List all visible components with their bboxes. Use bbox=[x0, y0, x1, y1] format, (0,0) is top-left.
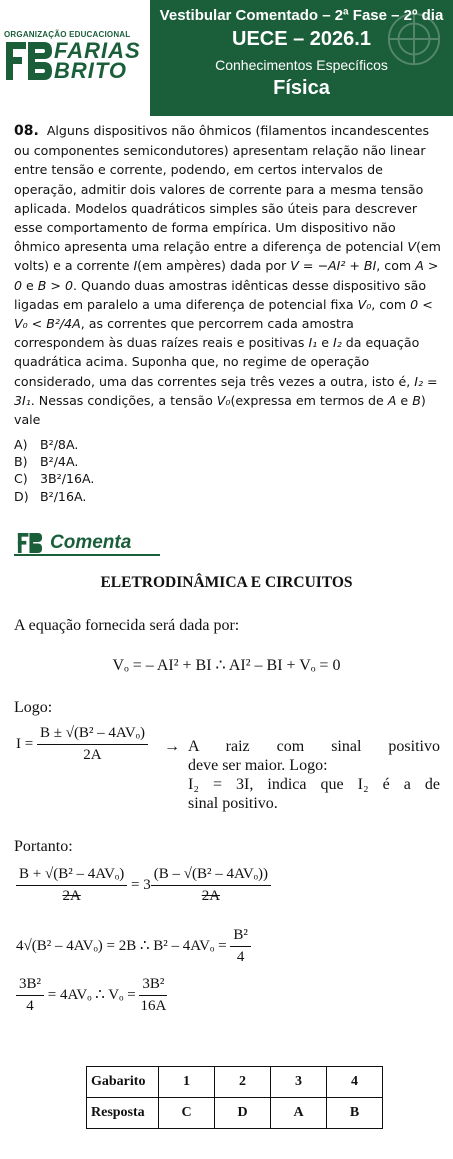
table-head-gabarito: Gabarito bbox=[87, 1067, 159, 1098]
table-cell: C bbox=[159, 1098, 215, 1129]
root-formula: I = $\frac{\text{B ± √(B² – 4AVₒ)}}{2A}$ bbox=[16, 725, 148, 764]
equation-1: Vₒ = – AI² + BI ∴ AI² – BI + Vₒ = 0 bbox=[112, 657, 341, 674]
equation-3: 4√(B² – 4AVₒ) = 2B ∴ B² – 4AVₒ = $\frac{\text{B²}}{4}$ bbox=[16, 927, 251, 966]
comenta-label: Comenta bbox=[50, 532, 132, 553]
logo-label: Logo: bbox=[14, 699, 53, 716]
option-c: C) 3B²/16A. bbox=[14, 471, 95, 487]
option-d: D) B²/16A. bbox=[14, 488, 87, 504]
equation-2: $\frac{\text{B + √(B² – 4AVₒ)}}{2A}$ = 3 $\frac{\text{(B – √(B² – 4AVₒ))}}{2A}$ bbox=[16, 866, 271, 905]
table-cell: 2 bbox=[215, 1067, 271, 1098]
logo-org-text: ORGANIZAÇÃO EDUCACIONAL bbox=[4, 30, 131, 39]
table-cell: B bbox=[327, 1098, 383, 1129]
fb-small-logo-icon bbox=[14, 533, 46, 553]
question-text: 08. Alguns dispositivos não ôhmicos (filamentos incandescentes ou componentes semicondutores) apresentam relação não linear entre tensão e corrente, podendo, em certos intervalos de operação, admitir dois valores de corrente para a mesma tensão aplicada. Modelos quadráticos simples são úteis para descrever esse comportamento de forma empírica. Um dispositivo não ôhmico apresenta uma relação entre a diferença de potencial V(em volts) e a corrente I(em ampères) dada por V = −AI² + BI, com A > 0 e B > 0. Quando duas amostras idênticas desse dispositivo são ligadas em paralelo a uma diferença de potencial fixa V₀, com 0 < V₀ < B²/4A, as correntes que percorrem cada amostra correspondem às duas raízes reais e positivas I₁ e I₂ da equação quadrática acima. Suponha que, no regime de operação considerado, uma das correntes seja três vezes a outra, isto é, I₂ = 3I₁. Nessas condições, a tensão V₀(expressa em termos de A e B) vale bbox=[14, 123, 441, 428]
header-area: Conhecimentos Específicos bbox=[215, 57, 388, 73]
table-cell: D bbox=[215, 1098, 271, 1129]
comenta-banner bbox=[14, 532, 160, 556]
logo-word-farias: FARIAS bbox=[54, 38, 141, 63]
option-a: A) B²/8A. bbox=[14, 437, 79, 452]
farias-brito-logo bbox=[4, 30, 144, 82]
solution-intro: A equação fornecida será dada por: bbox=[14, 617, 240, 634]
comenta-underline bbox=[14, 554, 160, 556]
table-row bbox=[87, 1067, 383, 1098]
question-number: 08. bbox=[14, 123, 39, 139]
header-subject: Física bbox=[273, 77, 330, 99]
section-title: ELETRODINÂMICA E CIRCUITOS bbox=[100, 574, 353, 591]
header-exam-name: UECE – 2026.1 bbox=[232, 28, 371, 50]
root-note-4: sinal positivo. bbox=[188, 795, 278, 812]
arrow-icon: → bbox=[164, 738, 180, 755]
option-b: B) B²/4A. bbox=[14, 454, 79, 470]
root-note-1: A raiz com sinal positivo bbox=[188, 738, 440, 755]
fb-logo-icon bbox=[6, 42, 52, 80]
table-cell: 4 bbox=[327, 1067, 383, 1098]
table-cell: 3 bbox=[271, 1067, 327, 1098]
answer-table bbox=[86, 1066, 383, 1129]
root-note-2: deve ser maior. Logo: bbox=[188, 757, 328, 774]
header-exam-title: Vestibular Comentado – 2ª Fase – 2º dia bbox=[159, 7, 444, 24]
portanto-label: Portanto: bbox=[14, 838, 73, 855]
logo-word-brito: BRITO bbox=[54, 58, 128, 83]
model-equation: V = −AI² + BI bbox=[290, 258, 377, 274]
root-note-3: I₂ = 3I, indica que I₂ é a de bbox=[188, 776, 440, 793]
table-cell: 1 bbox=[159, 1067, 215, 1098]
answer-options bbox=[14, 436, 94, 505]
table-head-resposta: Resposta bbox=[87, 1098, 159, 1129]
table-row bbox=[87, 1098, 383, 1129]
equation-4: $\frac{\text{3B²}}{4}$ = 4AVₒ ∴ Vₒ = $\frac{\text{3B²}}{16A}$ bbox=[16, 976, 167, 1015]
page-header bbox=[0, 0, 453, 116]
table-cell: A bbox=[271, 1098, 327, 1129]
